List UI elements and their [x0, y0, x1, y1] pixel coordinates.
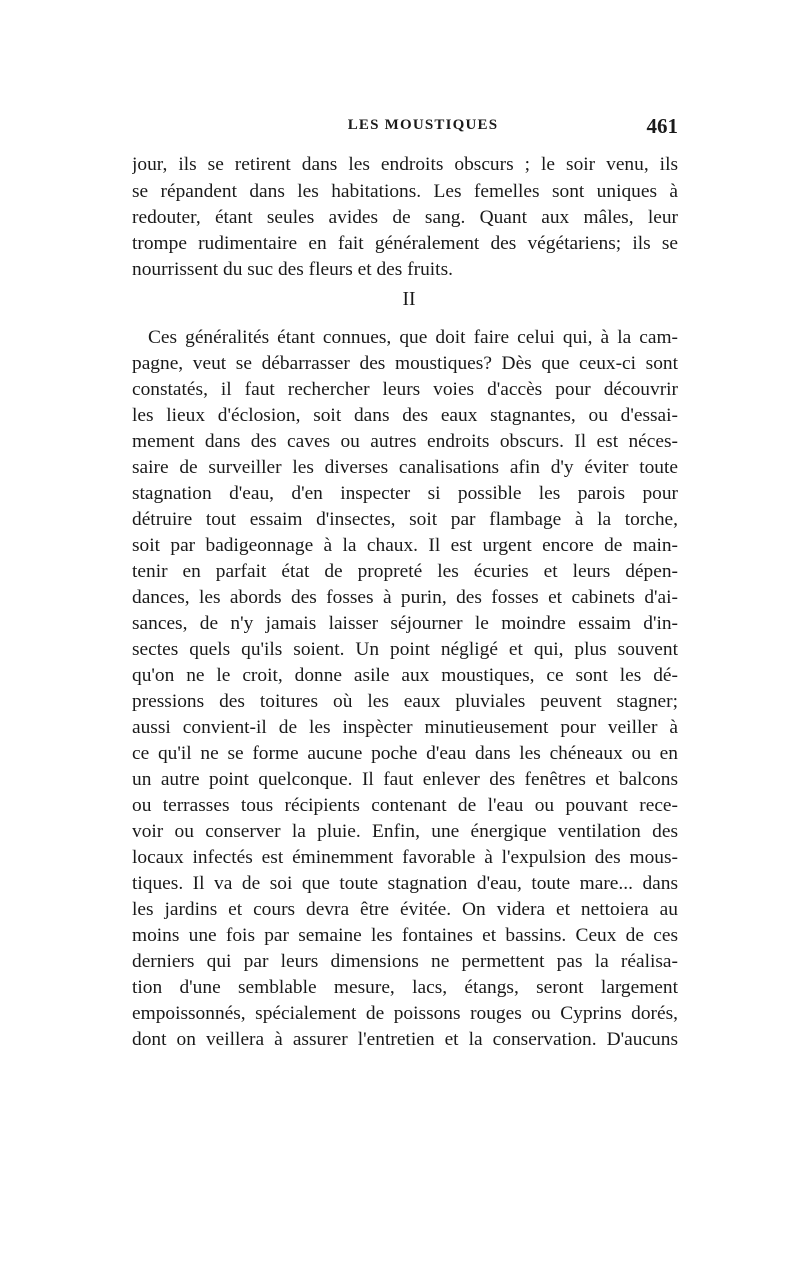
page-number: 461 — [646, 114, 678, 138]
text-line: ce qu'il ne se forme aucune poche d'eau dans les chéneaux ou en — [132, 743, 678, 764]
text-line: mement dans des caves ou autres endroits obscurs. Il est néces- — [132, 431, 678, 452]
text-line: trompe rudimentaire en fait généralement des végétariens; ils se — [132, 233, 678, 254]
running-head — [132, 114, 678, 140]
text-line: empoissonnés, spécialement de poissons rouges ou Cyprins dorés, — [132, 1003, 678, 1024]
text-line: sances, de n'y jamais laisser séjourner le moindre essaim d'in- — [132, 613, 678, 634]
text-line: les jardins et cours devra être évitée. On videra et nettoiera au — [132, 899, 678, 920]
text-line: moins une fois par semaine les fontaines et bassins. Ceux de ces — [132, 925, 678, 946]
text-line: se répandent dans les habitations. Les femelles sont uniques à — [132, 181, 678, 202]
text-line: derniers qui par leurs dimensions ne permettent pas la réalisa- — [132, 951, 678, 972]
text-line: sectes quels qu'ils soient. Un point négligé et qui, plus souvent — [132, 639, 678, 660]
running-title: LES MOUSTIQUES — [347, 117, 499, 133]
text-line: dont on veillera à assurer l'entretien et la conservation. D'aucuns — [132, 1029, 678, 1050]
text-line: les lieux d'éclosion, soit dans des eaux stagnantes, ou d'essai- — [132, 405, 678, 426]
text-line: nourrissent du suc des fleurs et des fruits. — [132, 259, 453, 280]
text-line: dances, les abords des fosses à purin, des fosses et cabinets d'ai- — [132, 587, 678, 608]
text-line: saire de surveiller les diverses canalisations afin d'y éviter toute — [132, 457, 678, 478]
text-line: détruire tout essaim d'insectes, soit par flambage à la torche, — [132, 509, 678, 530]
text-line: Ces généralités étant connues, que doit faire celui qui, à la cam- — [148, 327, 678, 348]
text-line: ou terrasses tous récipients contenant de l'eau ou pouvant rece- — [132, 795, 678, 816]
text-line: pagne, veut se débarrasser des moustiques? Dès que ceux-ci sont — [132, 353, 678, 374]
text-line: stagnation d'eau, d'en inspecter si possible les parois pour — [132, 483, 678, 504]
text-line: pressions des toitures où les eaux pluviales peuvent stagner; — [132, 691, 678, 712]
text-line: constatés, il faut rechercher leurs voies d'accès pour découvrir — [132, 379, 678, 400]
text-line: tenir en parfait état de propreté les écuries et leurs dépen- — [132, 561, 678, 582]
section-numeral: II — [402, 289, 416, 310]
text-line: tiques. Il va de soi que toute stagnation d'eau, toute mare... dans — [132, 873, 678, 894]
text-line: voir ou conserver la pluie. Enfin, une énergique ventilation des — [132, 821, 678, 842]
text-line: aussi convient-il de les inspècter minutieusement pour veiller à — [132, 717, 678, 738]
text-line: un autre point quelconque. Il faut enlever des fenêtres et balcons — [132, 769, 678, 790]
text-line: qu'on ne le croit, donne asile aux moustiques, ce sont les dé- — [132, 665, 678, 686]
text-line: jour, ils se retirent dans les endroits obscurs ; le soir venu, ils — [132, 154, 678, 175]
text-line: soit par badigeonnage à la chaux. Il est urgent encore de main- — [132, 535, 678, 556]
text-line: locaux infectés est éminemment favorable à l'expulsion des mous- — [132, 847, 678, 868]
text-line: redouter, étant seules avides de sang. Quant aux mâles, leur — [132, 207, 678, 228]
text-line: tion d'une semblable mesure, lacs, étangs, seront largement — [132, 977, 678, 998]
